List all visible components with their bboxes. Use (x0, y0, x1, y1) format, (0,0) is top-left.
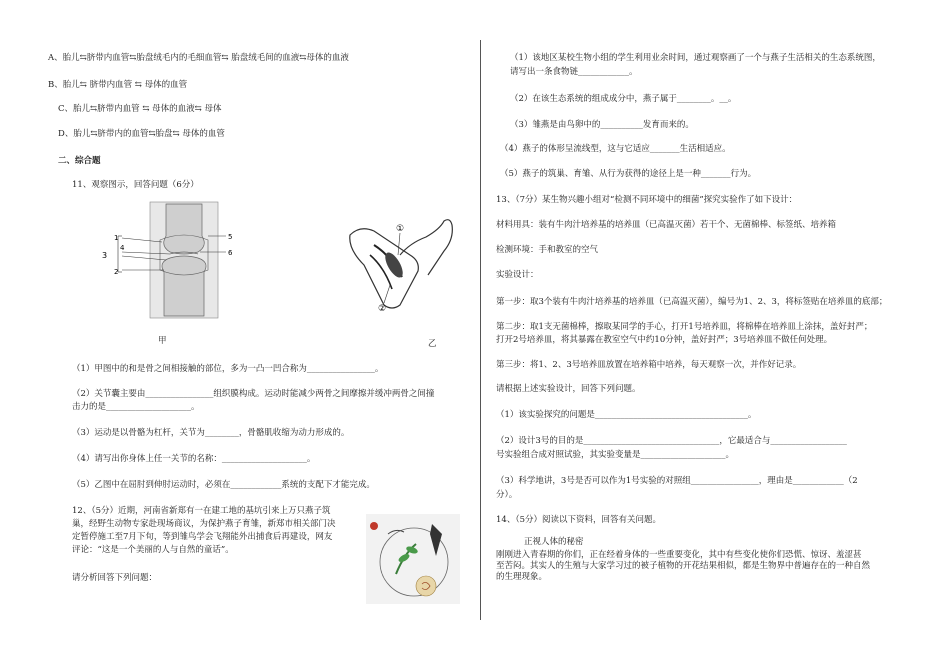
watermark (205, 181, 228, 192)
q13-step-3: 第三步：将1、2、3号培养皿放置在培养箱中培养，每天观察一次，并作好记录。 (496, 360, 802, 370)
label-6: 6 (228, 249, 233, 257)
q14-body-2: 至苦闷。其实人的生殖与大家学习过的被子植物的开花结果相似，都是生物界中普遍存在的一种自然 (496, 561, 871, 571)
q11-item-2: （2）关节囊主要由________________组织膜构成。运动时能减少两骨之间摩擦并缓冲两骨之间撞 (72, 389, 435, 399)
q14-body-3: 的生理现象。 (496, 572, 548, 582)
q12-line-3: 定暂停施工至7月下旬，等到雏鸟学会飞翔能外出捕食后再建设，网友 (72, 532, 333, 542)
section-title: 二、综合题 (58, 156, 101, 166)
label-circle-2: ② (378, 304, 387, 314)
q14-title: 14、（5分）阅读以下资料，回答有关问题。 (496, 515, 661, 525)
option-a: A、胎儿⇆脐带内血管⇆胎盘绒毛内的毛细血管⇆ 胎盘绒毛间的血液⇆母体的血液 (48, 53, 349, 63)
q11-item-2-cont: 击力的是____________________。 (72, 402, 200, 412)
q12-prompt: 请分析回答下列问题： (72, 573, 158, 583)
q12-line-4: 评论：“这是一个美丽的人与自然的童话”。 (72, 545, 234, 555)
q13-ask: 请根据上述实验设计，回答下列问题。 (496, 384, 641, 394)
label-3: 3 (102, 251, 108, 260)
q13-question-3: （3）科学地讲，3号是否可以作为1号实验的对照组________________，理由是____________（2 (496, 476, 858, 486)
q13-step-1: 第一步：取3个装有牛肉汁培养基的培养皿（已高温灭菌），编号为1、2、3，将标签贴在培养皿的底部； (496, 297, 888, 307)
q12-line-2: 巢，经野生动物专家赴现场商议，为保护燕子育雏，新郑市相关部门决 (72, 519, 336, 529)
q12-line-1: 12、（5分）近期，河南省新郑有一在建工地的基坑引来上万只燕子筑 (72, 506, 331, 516)
q13-title: 13、（7分）某生物兴趣小组对“检测不同环境中的细菌”探究实验作了如下设计： (496, 195, 798, 205)
q13-step-2b: 打开2号培养皿，将其暴露在教室空气中约10分钟，盖好封严；3号培养皿不做任何处理。 (496, 335, 833, 345)
column-divider (480, 40, 481, 620)
q13-question-2-cont: 号实验组合成对照试验，其实验变量是____________________。 (496, 450, 735, 460)
q12-item-1: （1）该地区某校生物小组的学生利用业余时间，通过观察画了一个与燕子生活相关的生态系统图， (510, 53, 881, 63)
q13-environment: 检测环境：手和教室的空气 (496, 245, 599, 255)
arm-muscle-figure (340, 215, 460, 315)
q11-item-5: （5）乙图中在屈肘到伸肘运动时，必须在____________系统的支配下才能完成。 (72, 480, 375, 490)
q13-materials: 材料用具：装有牛肉汁培养基的培养皿（已高温灭菌）若干个、无菌棉棒、标签纸、培养箱 (496, 220, 837, 230)
label-5: 5 (228, 233, 233, 241)
label-4: 4 (120, 244, 125, 252)
q12-item-5: （5）燕子的筑巢、育雏、从行为获得的途径上是一种_______行为。 (500, 169, 757, 179)
q13-question-3-cont: 分）。 (496, 490, 518, 500)
q12-item-2: （2）在该生态系统的组成成分中，燕子属于________。__。 (510, 94, 737, 104)
q12-item-3: （3）雏燕是由鸟卵中的__________发育而来的。 (510, 120, 694, 130)
q11-item-1: （1）甲图中的和是骨之间相接触的部位，多为一凸一凹合称为________________。 (72, 364, 384, 374)
q13-step-2a: 第二步：取1支无菌棉棒，擦取某同学的手心，打开1号培养皿，将棉棒在培养皿上涂抹，盖好封严； (496, 322, 873, 332)
q13-design: 实验设计： (496, 270, 539, 280)
q13-question-1: （1）该实验探究的问题是____________________________________。 (496, 410, 757, 420)
q11-title: 11、观察图示，回答问题（6分） (72, 180, 199, 190)
q11-item-4: （4）请写出你身体上任一关节的名称：____________________。 (72, 454, 316, 464)
ecosystem-figure (366, 514, 460, 604)
q12-item-4: （4）燕子的体形呈流线型，这与它适应_______生活相适应。 (500, 144, 731, 154)
option-d: D、胎儿⇆脐带内的血管⇆胎盘⇆ 母体的血管 (58, 129, 225, 139)
knee-joint-figure (100, 200, 240, 320)
option-c: C、胎儿⇆脐带内血管 ⇆ 母体的血液⇆ 母体 (58, 104, 222, 114)
figure-yi-caption: 乙 (428, 339, 437, 349)
label-circle-1: ① (396, 224, 405, 234)
label-1: 1 (114, 234, 119, 242)
q12-item-1-cont: 请写出一条食物链____________。 (510, 67, 638, 77)
q14-subtitle: 正视人体的秘密 (524, 537, 584, 547)
q14-body-1: 刚刚进入青春期的你们，正在经着身体的一些重要变化，其中有些变化使你们恐慌、惊讶、羞涩甚 (496, 550, 862, 560)
q13-question-2: （2）设计3号的目的是________________________________，它最适合与__________________ (496, 436, 847, 446)
figure-jia-caption: 甲 (158, 336, 167, 346)
label-2: 2 (114, 268, 119, 276)
q11-item-3: （3）运动是以骨骼为杠杆，关节为________，骨骼肌收缩为动力形成的。 (72, 428, 350, 438)
option-b: B、胎儿⇆ 脐带内血管 ⇆ 母体的血管 (48, 80, 188, 90)
